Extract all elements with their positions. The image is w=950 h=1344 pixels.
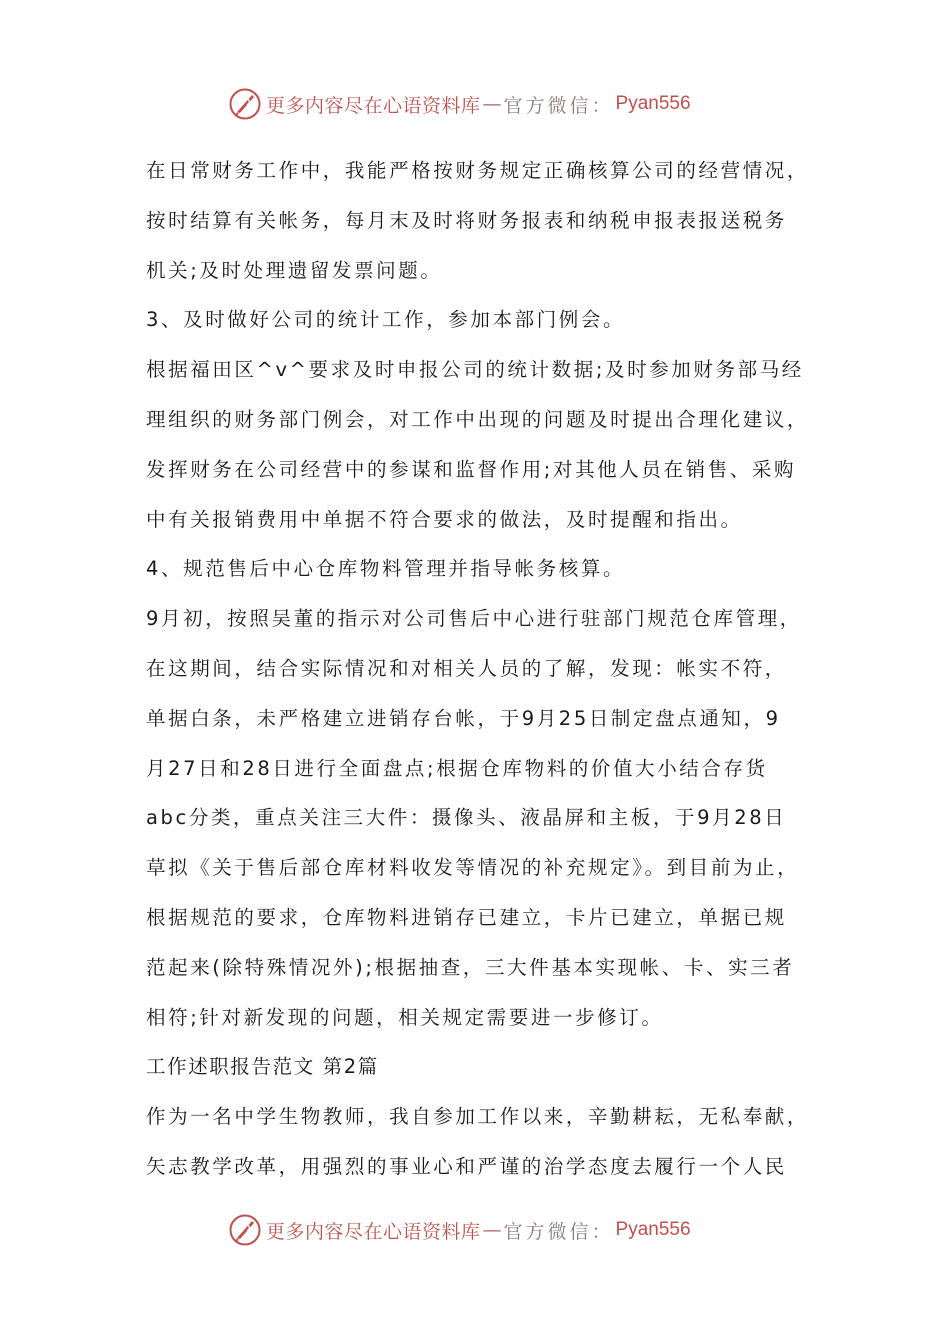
body-line: 单据白条，未严格建立进销存台帐，于9月25日制定盘点通知，9 xyxy=(146,706,781,730)
body-line: 在这期间，结合实际情况和对相关人员的了解，发现：帐实不符， xyxy=(146,656,787,680)
page-header-banner xyxy=(228,86,691,122)
body-line: 在日常财务工作中，我能严格按财务规定正确核算公司的经营情况， xyxy=(146,159,810,182)
section-heading-4: 4、规范售后中心仓库物料管理并指导帐务核算。 xyxy=(146,557,626,581)
body-line: abc分类，重点关注三大件：摄像头、液晶屏和主板，于9月28日 xyxy=(146,806,787,830)
section-heading-3: 3、及时做好公司的统计工作，参加本部门例会。 xyxy=(146,308,626,332)
body-line: 矢志教学改革，用强烈的事业心和严谨的治学态度去履行一个人民 xyxy=(146,1154,787,1178)
document-body xyxy=(146,153,826,1199)
body-line: 月27日和28日进行全面盘点;根据仓库物料的价值大小结合存货 xyxy=(146,756,768,780)
footer-wechat-id: Pyan556 xyxy=(615,1219,691,1240)
header-site-text: 更多内容尽在心语资料库 xyxy=(266,94,481,117)
body-line: 相符;针对新发现的问题，相关规定需要进一步修订。 xyxy=(146,1005,664,1029)
quill-pen-logo-icon xyxy=(228,87,262,121)
body-line: 机关;及时处理遗留发票问题。 xyxy=(146,258,443,282)
footer-site-text: 更多内容尽在心语资料库 xyxy=(266,1220,481,1243)
body-line: 理组织的财务部门例会，对工作中出现的问题及时提出合理化建议， xyxy=(146,407,810,431)
body-line: 发挥财务在公司经营中的参谋和监督作用;对其他人员在销售、采购 xyxy=(146,457,797,481)
body-line: 根据规范的要求，仓库物料进销存已建立，卡片已建立，单据已规 xyxy=(146,905,787,929)
footer-separator: — xyxy=(482,1219,502,1241)
body-line: 作为一名中学生物教师，我自参加工作以来，辛勤耕耘，无私奉献， xyxy=(146,1105,810,1129)
header-wechat-id: Pyan556 xyxy=(615,93,691,114)
body-line: 按时结算有关帐务，每月末及时将财务报表和纳税申报表报送税务 xyxy=(146,208,787,232)
header-separator: — xyxy=(482,93,502,115)
page-footer-banner xyxy=(228,1212,691,1248)
article-title: 工作述职报告范文 第2篇 xyxy=(146,1055,379,1079)
body-line: 范起来(除特殊情况外);根据抽查，三大件基本实现帐、卡、实三者 xyxy=(146,955,795,979)
body-line: 9月初，按照吴董的指示对公司售后中心进行驻部门规范仓库管理， xyxy=(146,607,802,631)
body-line: 草拟《关于售后部仓库材料收发等情况的补充规定》。到目前为止， xyxy=(146,856,800,880)
body-line: 根据福田区^v^要求及时申报公司的统计数据;及时参加财务部马经 xyxy=(146,358,804,382)
footer-wechat-label: 官方微信： xyxy=(503,1220,614,1243)
body-line: 中有关报销费用中单据不符合要求的做法，及时提醒和指出。 xyxy=(146,507,743,531)
header-wechat-label: 官方微信： xyxy=(503,94,614,117)
quill-pen-logo-icon xyxy=(228,1213,262,1247)
